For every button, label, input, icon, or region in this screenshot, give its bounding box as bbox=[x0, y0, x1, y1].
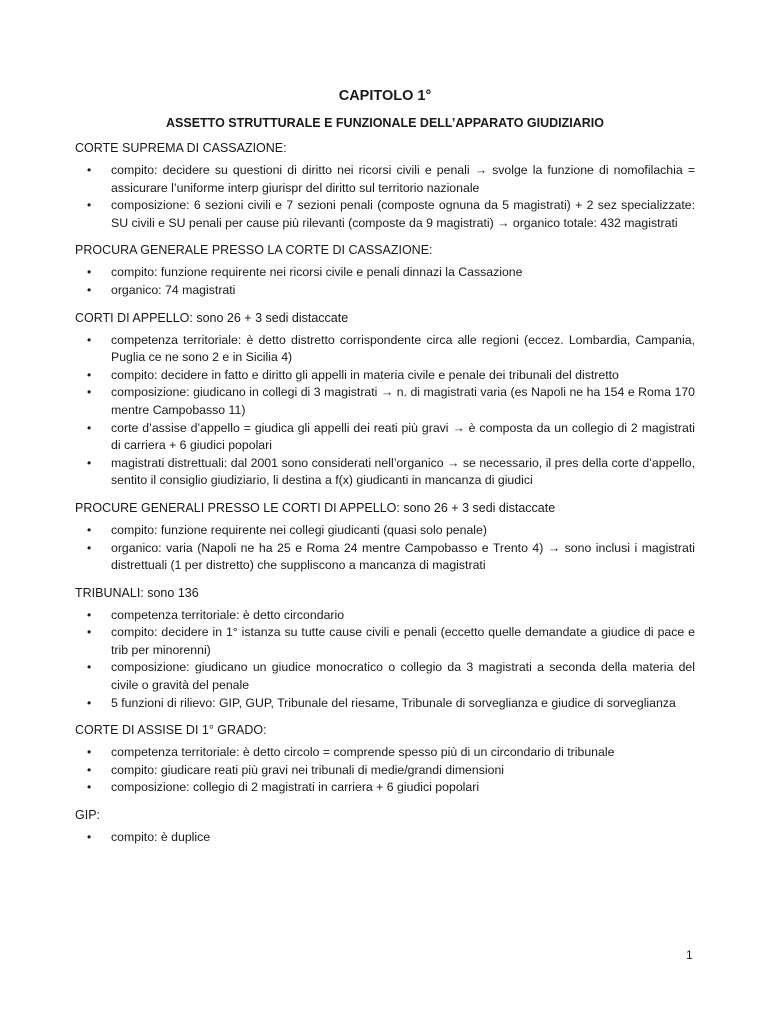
document-content bbox=[75, 88, 695, 858]
list-item bbox=[75, 540, 695, 575]
list-item bbox=[75, 455, 695, 490]
list-item-text: corte d’assise d’appello = giudica gli appelli dei reati più gravi → è composta da un collegio di 2 magistrati di carriera + 6 giudici popolari bbox=[111, 420, 695, 453]
list-item bbox=[75, 197, 695, 232]
list-item-text: 5 funzioni di rilievo: GIP, GUP, Tribunale del riesame, Tribunale di sorveglianza e giudice di sorveglianza bbox=[111, 695, 676, 710]
list-item bbox=[75, 264, 695, 282]
bullet-glyph: • bbox=[87, 198, 92, 213]
list-item-text: composizione: giudicano in collegi di 3 magistrati → n. di magistrati varia (es Napoli ne ha 154 e Roma 170 mentre Campobasso 11) bbox=[111, 385, 695, 417]
bullet-glyph: • bbox=[87, 522, 92, 537]
list-item-text: compito: funzione requirente nei collegi giudicanti (quasi solo penale) bbox=[111, 522, 487, 537]
list-item bbox=[75, 522, 695, 540]
list-item bbox=[75, 779, 695, 797]
list-item bbox=[75, 659, 695, 694]
bullet-glyph: • bbox=[87, 455, 92, 470]
bullet-glyph: • bbox=[87, 660, 92, 675]
list-item bbox=[75, 384, 695, 419]
list-item-text: composizione: 6 sezioni civili e 7 sezioni penali (composte ognuna da 5 magistrati) + 2 sez specializzate: SU civili e SU penali per cause più rilevanti (composte da 9 magistrati) → organico totale: 432 magistrati bbox=[111, 198, 695, 230]
list-item bbox=[75, 829, 695, 847]
bullet-glyph: • bbox=[87, 282, 92, 297]
list-item bbox=[75, 162, 695, 197]
section-heading: CORTE DI ASSISE DI 1° GRADO: bbox=[75, 723, 267, 738]
list-item-text: compito: è duplice bbox=[111, 830, 211, 845]
list-item-text: magistrati distrettuali: dal 2001 sono considerati nell’organico → se necessario, il pres della corte d’appello, sentito il consiglio giudiziario, li destina a f(x) giudicanti in mancanza di giudici bbox=[111, 455, 695, 488]
list-item-text: organico: varia (Napoli ne ha 25 e Roma 24 mentre Campobasso e Trento 4) → sono inclusi i magistrati distrettuali (1 per distretto) che suppliscono a mancanza di magistrati bbox=[111, 540, 695, 573]
list-item-text: composizione: collegio di 2 magistrati in carriera + 6 giudici popolari bbox=[111, 780, 480, 795]
list-item-text: competenza territoriale: è detto circolo = comprende spesso più di un circondario di tribunale bbox=[111, 745, 615, 760]
bullet-glyph: • bbox=[87, 607, 92, 622]
bullet-glyph: • bbox=[87, 780, 92, 795]
bullet-glyph: • bbox=[87, 332, 92, 347]
bullet-glyph: • bbox=[87, 745, 92, 760]
bullet-list bbox=[75, 162, 695, 232]
list-item-text: composizione: giudicano un giudice monocratico o collegio da 3 magistrati a seconda della materia del civile o gravità del penale bbox=[111, 660, 695, 693]
section-heading: PROCURA GENERALE PRESSO LA CORTE DI CASSAZIONE: bbox=[75, 243, 433, 258]
list-item bbox=[75, 332, 695, 367]
bullet-list bbox=[75, 744, 695, 797]
chapter-title: CAPITOLO 1° bbox=[338, 88, 432, 104]
bullet-list bbox=[75, 607, 695, 713]
bullet-list bbox=[75, 264, 695, 299]
list-item-text: compito: decidere in fatto e diritto gli appelli in materia civile e penale dei tribunali del distretto bbox=[111, 367, 619, 382]
list-item bbox=[75, 744, 695, 762]
bullet-list bbox=[75, 522, 695, 575]
section-heading: PROCURE GENERALI PRESSO LE CORTI DI APPELLO: sono 26 + 3 sedi distaccate bbox=[75, 500, 556, 515]
bullet-glyph: • bbox=[87, 625, 92, 640]
bullet-glyph: • bbox=[87, 830, 92, 845]
bullet-list bbox=[75, 829, 695, 847]
list-item bbox=[75, 624, 695, 659]
bullet-glyph: • bbox=[87, 420, 92, 435]
bullet-glyph: • bbox=[87, 540, 92, 555]
list-item bbox=[75, 420, 695, 455]
section-heading: GIP: bbox=[75, 808, 101, 823]
list-item bbox=[75, 607, 695, 625]
bullet-glyph: • bbox=[87, 163, 92, 177]
list-item bbox=[75, 695, 695, 713]
bullet-glyph: • bbox=[87, 695, 92, 710]
list-item bbox=[75, 762, 695, 780]
section-heading: TRIBUNALI: sono 136 bbox=[75, 585, 199, 600]
bullet-list bbox=[75, 332, 695, 490]
list-item-text: organico: 74 magistrati bbox=[111, 282, 236, 297]
list-item-text: competenza territoriale: è detto circondario bbox=[111, 607, 345, 622]
section-heading: CORTE SUPREMA DI CASSAZIONE: bbox=[75, 141, 287, 155]
bullet-glyph: • bbox=[87, 385, 92, 400]
section-heading: CORTI DI APPELLO: sono 26 + 3 sedi distaccate bbox=[75, 310, 349, 325]
page-number: 1 bbox=[686, 948, 693, 962]
sections-container bbox=[75, 141, 695, 847]
list-item bbox=[75, 282, 695, 300]
list-item-text: competenza territoriale: è detto distretto corrispondente circa alle regioni (eccez. Lombardia, Campania, Puglia ce ne sono 2 e in Sicilia 4) bbox=[111, 332, 695, 365]
bullet-glyph: • bbox=[87, 762, 92, 777]
list-item-text: compito: decidere in 1° istanza su tutte cause civili e penali (eccetto quelle demandate a giudice di pace e trib per minorenni) bbox=[111, 625, 695, 657]
chapter-subtitle: ASSETTO STRUTTURALE E FUNZIONALE DELL’APPARATO GIUDIZIARIO bbox=[166, 116, 604, 130]
list-item-text: compito: decidere su questioni di diritto nei ricorsi civili e penali → svolge la funzione di nomofilachia = assicurare l’uniforme interp giurispr del diritto sul territorio nazionale bbox=[111, 163, 695, 195]
bullet-glyph: • bbox=[87, 265, 92, 280]
bullet-glyph: • bbox=[87, 367, 92, 382]
list-item bbox=[75, 367, 695, 385]
list-item-text: compito: giudicare reati più gravi nei tribunali di medie/grandi dimensioni bbox=[111, 762, 505, 777]
list-item-text: compito: funzione requirente nei ricorsi civile e penali dinnazi la Cassazione bbox=[111, 265, 523, 280]
